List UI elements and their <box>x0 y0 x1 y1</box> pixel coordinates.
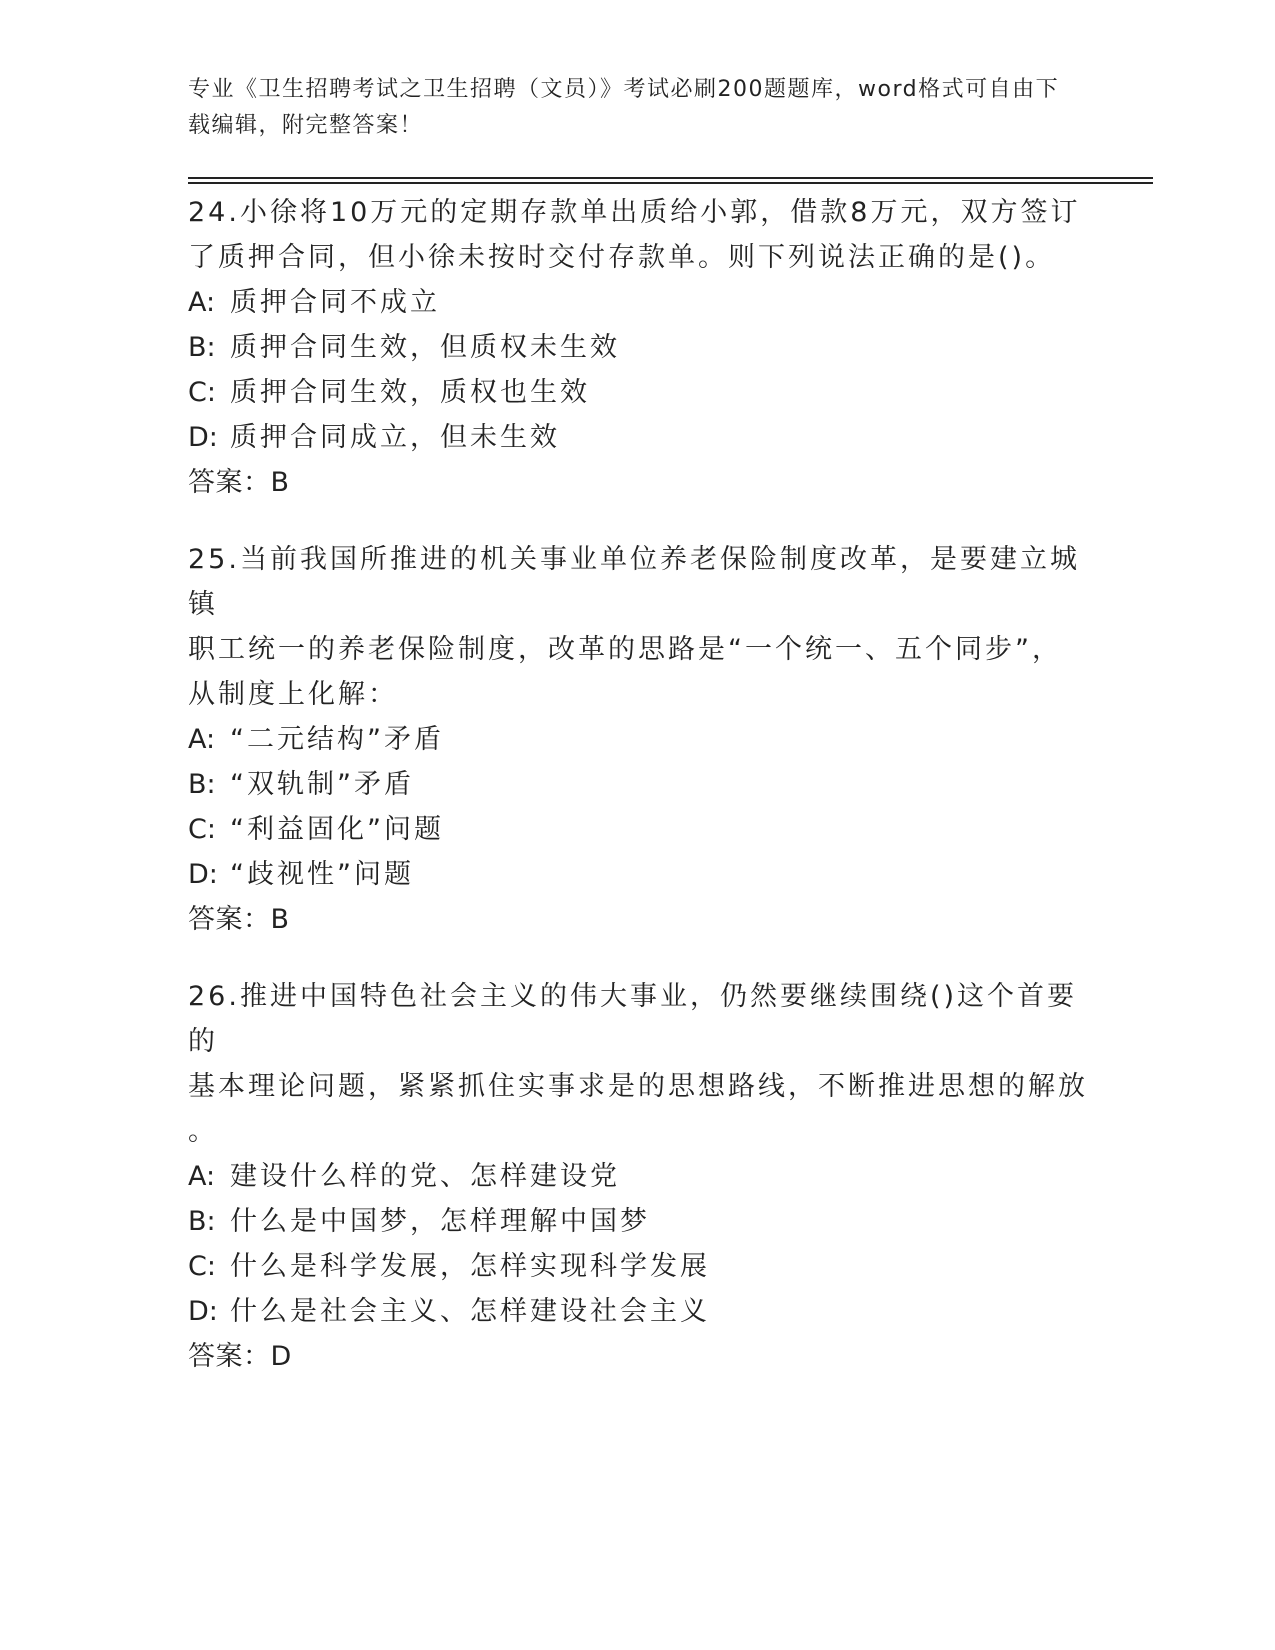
option-d <box>188 1289 1088 1334</box>
option-a <box>188 1154 1088 1199</box>
question-25 <box>188 537 1088 942</box>
option-d <box>188 415 1088 460</box>
option-d <box>188 852 1088 897</box>
header-divider-top <box>188 177 1153 179</box>
answer-line: 答案：D <box>188 1341 292 1372</box>
option-key: C: <box>188 814 216 845</box>
option-c <box>188 370 1088 415</box>
question-24 <box>188 190 1088 505</box>
question-text-line: 职工统一的养老保险制度，改革的思路是“一个统一、五个同步”， <box>188 634 1062 665</box>
question-26 <box>188 974 1088 1379</box>
document-header: 专业《卫生招聘考试之卫生招聘（文员）》考试必刷200题题库，word格式可自由下载编辑，附完整答案！ <box>188 77 1060 138</box>
option-b <box>188 1199 1088 1244</box>
option-text: “双轨制”矛盾 <box>230 769 414 800</box>
option-key: C: <box>188 1251 216 1282</box>
option-key: D: <box>188 422 218 453</box>
option-text: 什么是社会主义、怎样建设社会主义 <box>230 1296 710 1327</box>
option-b <box>188 325 1088 370</box>
option-key: B: <box>188 769 216 800</box>
question-text-line: 基本理论问题，紧紧抓住实事求是的思想路线，不断推进思想的解放 <box>188 1071 1088 1102</box>
header-divider-bottom <box>188 182 1153 184</box>
question-text-line: 24.小徐将10万元的定期存款单出质给小郭，借款8万元，双方签订 <box>188 197 1081 228</box>
option-b <box>188 762 1088 807</box>
option-text: 质押合同生效，但质权未生效 <box>230 332 620 363</box>
option-text: 质押合同不成立 <box>230 287 440 318</box>
option-text: “歧视性”问题 <box>230 859 414 890</box>
question-text-line: 了质押合同，但小徐未按时交付存款单。则下列说法正确的是()。 <box>188 242 1056 273</box>
option-text: 质押合同成立，但未生效 <box>230 422 560 453</box>
option-c <box>188 807 1088 852</box>
option-text: 质押合同生效，质权也生效 <box>230 377 590 408</box>
option-a <box>188 280 1088 325</box>
option-text: 什么是科学发展，怎样实现科学发展 <box>230 1251 710 1282</box>
question-text-line: 26.推进中国特色社会主义的伟大事业，仍然要继续围绕()这个首要的 <box>188 981 1078 1057</box>
option-key: C: <box>188 377 216 408</box>
option-text: “二元结构”矛盾 <box>230 724 444 755</box>
option-key: B: <box>188 332 216 363</box>
answer-line: 答案：B <box>188 904 290 935</box>
option-text: 什么是中国梦，怎样理解中国梦 <box>230 1206 650 1237</box>
option-key: A: <box>188 287 216 318</box>
option-key: D: <box>188 859 218 890</box>
question-text-line: 25.当前我国所推进的机关事业单位养老保险制度改革，是要建立城镇 <box>188 544 1080 620</box>
question-text-line: 。 <box>188 1116 215 1147</box>
option-key: D: <box>188 1296 218 1327</box>
question-text-line: 从制度上化解： <box>188 679 398 710</box>
option-key: A: <box>188 1161 216 1192</box>
question-list <box>188 190 1088 1411</box>
option-text: 建设什么样的党、怎样建设党 <box>230 1161 620 1192</box>
answer-line: 答案：B <box>188 467 290 498</box>
option-a <box>188 717 1088 762</box>
option-text: “利益固化”问题 <box>230 814 444 845</box>
option-key: A: <box>188 724 216 755</box>
option-key: B: <box>188 1206 216 1237</box>
option-c <box>188 1244 1088 1289</box>
